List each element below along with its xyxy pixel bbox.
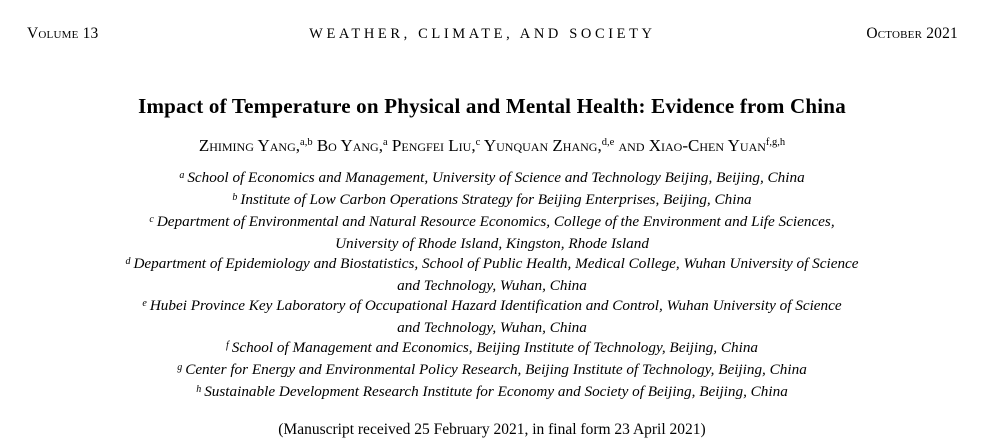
affiliation-text: School of Economics and Management, University of Science and Technology Beijing, Beijing, China xyxy=(187,169,805,186)
author-name: Bo Yang, xyxy=(312,136,383,155)
affiliation-text: and Technology, Wuhan, China xyxy=(397,319,587,336)
affiliation-sup: g xyxy=(177,362,183,373)
affiliation-line xyxy=(0,212,984,234)
author-name: Zhiming Yang, xyxy=(198,136,301,155)
affiliation-line xyxy=(0,234,984,254)
manuscript-note: (Manuscript received 25 February 2021, in final form 23 April 2021) xyxy=(278,421,706,438)
affiliation-text: Center for Energy and Environmental Policy Research, Beijing Institute of Technology, Beijing, China xyxy=(185,361,807,378)
affiliation-line xyxy=(0,276,984,296)
affiliation-line xyxy=(0,360,984,382)
affiliation-text: Institute of Low Carbon Operations Strategy for Beijing Enterprises, Beijing, China xyxy=(240,191,752,208)
affiliation-line xyxy=(0,254,984,276)
affiliation-sup: a xyxy=(179,170,185,181)
affiliation-sup: b xyxy=(232,192,238,203)
affiliation-line xyxy=(0,338,984,360)
affiliation-sup: d xyxy=(125,256,131,267)
journal-title: WEATHER, CLIMATE, AND SOCIETY xyxy=(309,26,656,42)
author-affil-sup: f,g,h xyxy=(765,137,786,148)
affiliation-text: University of Rhode Island, Kingston, Rhode Island xyxy=(335,235,649,252)
author-affil-sup: a xyxy=(382,137,388,148)
author-affil-sup: d,e xyxy=(601,137,615,148)
author-affil-sup: a,b xyxy=(300,137,313,148)
affiliation-text: Sustainable Development Research Institute for Economy and Society of Beijing, Beijing, China xyxy=(204,383,788,400)
affiliation-line xyxy=(0,190,984,212)
affiliation-sup: f xyxy=(225,340,229,351)
affiliation-sup: c xyxy=(149,214,154,225)
issue-date: October 2021 xyxy=(866,25,958,42)
paper-title: Impact of Temperature on Physical and Mental Health: Evidence from China xyxy=(138,94,846,118)
volume-label: Volume 13 xyxy=(27,25,99,42)
affiliations-block xyxy=(0,168,984,404)
running-header xyxy=(0,0,984,43)
affiliation-text: School of Management and Economics, Beijing Institute of Technology, Beijing, China xyxy=(231,339,759,356)
author-name: Pengfei Liu, xyxy=(387,136,476,155)
author-affil-sup: c xyxy=(475,137,481,148)
affiliation-sup: h xyxy=(196,384,202,395)
affiliation-line xyxy=(0,318,984,338)
author-name: and Xiao-Chen Yuan xyxy=(614,136,766,155)
affiliation-line xyxy=(0,296,984,318)
author-name: Yunquan Zhang, xyxy=(480,136,602,155)
affiliation-text: Department of Epidemiology and Biostatistics, School of Public Health, Medical College, Wuhan University of Science xyxy=(133,255,859,272)
affiliation-text: Hubei Province Key Laboratory of Occupational Hazard Identification and Control, Wuhan University of Science xyxy=(149,297,842,314)
affiliation-text: and Technology, Wuhan, China xyxy=(397,277,587,294)
affiliation-sup: e xyxy=(142,298,147,309)
affiliation-text: Department of Environmental and Natural Resource Economics, College of the Environment and Life Sciences, xyxy=(156,213,835,230)
authors-line xyxy=(0,136,984,156)
affiliation-line xyxy=(0,382,984,404)
affiliation-line xyxy=(0,168,984,190)
